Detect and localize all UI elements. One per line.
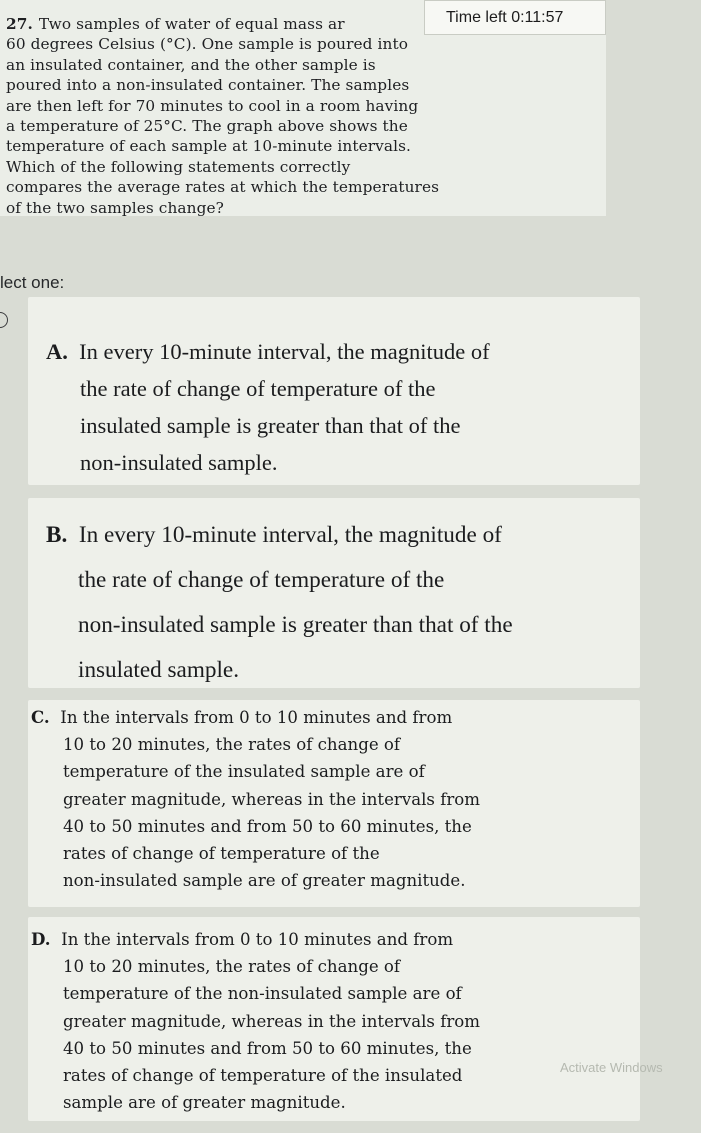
windows-activation-watermark: Activate Windows [560,1060,663,1075]
question-line: temperature of each sample at 10-minute intervals. [6,137,412,156]
radio-button-partial[interactable] [0,312,8,328]
answer-option-c[interactable] [28,700,640,907]
time-left-box [424,0,606,35]
question-line: compares the average rates at which the temperatures [6,178,440,197]
option-letter: B. [46,522,68,548]
option-line: greater magnitude, whereas in the intervals from [63,789,480,809]
question-line: Two samples of water of equal mass ar [38,15,345,33]
option-line: temperature of the non-insulated sample are of [63,984,462,1004]
option-line: 10 to 20 minutes, the rates of change of [63,957,401,977]
option-line: temperature of the insulated sample are of [63,762,425,782]
question-text [6,14,600,218]
option-letter: D. [31,929,51,949]
question-line: a temperature of 25°C. The graph above shows the [6,117,408,136]
question-line: Which of the following statements correctly [6,157,351,176]
option-line: 40 to 50 minutes and from 50 to 60 minutes, the [63,816,472,836]
timer-label: Time left [446,8,507,26]
timer-value: 0:11:57 [511,8,564,26]
option-letter: A. [46,339,68,364]
question-line: are then left for 70 minutes to cool in a room having [6,96,419,115]
option-line: In every 10-minute interval, the magnitude of [78,522,502,548]
option-line: 10 to 20 minutes, the rates of change of [63,735,401,755]
question-number: 27. [6,15,33,33]
option-line: rates of change of temperature of the [63,844,380,864]
answer-option-a[interactable] [28,297,640,485]
option-line: sample are of greater magnitude. [63,1093,346,1113]
answer-option-b[interactable] [28,498,640,688]
question-line: poured into a non-insulated container. The samples [6,76,410,95]
question-line: an insulated container, and the other sample is [6,55,376,74]
option-line: non-insulated sample. [80,450,278,475]
option-line: the rate of change of temperature of the [78,567,445,593]
select-one-label: lect one: [0,273,65,292]
option-line: rates of change of temperature of the insulated [63,1066,463,1086]
question-line: 60 degrees Celsius (°C). One sample is poured into [6,35,409,54]
option-line: insulated sample is greater than that of the [80,413,461,438]
question-line: of the two samples change? [6,198,224,217]
option-line: In the intervals from 0 to 10 minutes and from [61,930,454,949]
option-line: the rate of change of temperature of the [80,376,436,401]
option-line: non-insulated sample are of greater magnitude. [63,871,466,891]
answer-option-d[interactable] [28,917,640,1121]
option-line: insulated sample. [78,657,239,683]
option-letter: C. [31,707,50,727]
option-line: 40 to 50 minutes and from 50 to 60 minutes, the [63,1038,472,1058]
option-line: greater magnitude, whereas in the intervals from [63,1011,480,1031]
option-line: non-insulated sample is greater than that of the [78,612,513,638]
option-line: In every 10-minute interval, the magnitude of [79,339,490,364]
option-line: In the intervals from 0 to 10 minutes and from [60,708,453,727]
